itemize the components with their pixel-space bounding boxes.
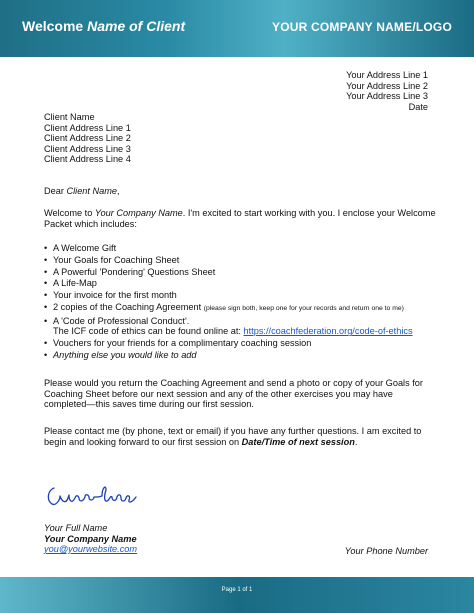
packet-list (44, 243, 436, 362)
handwritten-signature (44, 474, 144, 510)
sender-full-name: Your Full Name (44, 523, 108, 533)
list-item-text: Vouchers for your friends for a complimentary coaching session (53, 338, 312, 349)
list-item (44, 243, 436, 254)
sender-company: Your Company Name (44, 533, 137, 544)
return-paragraph: Please would you return the Coaching Agreement and send a photo or copy of your Goals for Coaching Sheet before our next session and any of the other exercises you may have completed—this saves time during our first session. (44, 378, 423, 409)
salutation-prefix: Dear (44, 186, 64, 196)
list-item-text: A 'Code of Professional Conduct'. (53, 315, 190, 326)
list-item (44, 338, 436, 349)
letter-date: Date (408, 101, 428, 112)
bullet-icon: • (44, 315, 48, 326)
contact-text-end: . (354, 436, 358, 447)
sender-address (248, 70, 428, 112)
page-number: Page 1 of 1 (221, 587, 253, 593)
intro-text-1: Welcome to (44, 208, 93, 218)
address-line-3: Your Address Line 3 (346, 91, 428, 101)
bullet-icon: • (44, 290, 48, 301)
list-item (44, 302, 436, 315)
client-address (44, 112, 131, 165)
sender-email (44, 544, 137, 555)
list-item-text: Your Goals for Coaching Sheet (53, 254, 180, 265)
footer-banner (0, 577, 474, 613)
list-item-text: A Powerful 'Pondering' Questions Sheet (53, 266, 216, 277)
ethics-note (44, 326, 436, 337)
address-line-1: Your Address Line 1 (346, 70, 428, 80)
welcome-prefix: Welcome (22, 18, 84, 34)
list-item-text: 2 copies of the Coaching Agreement (53, 301, 202, 312)
ethics-link[interactable]: https://coachfederation.org/code-of-ethics (243, 326, 413, 337)
list-item-text: Anything else you would like to add (53, 349, 197, 360)
bullet-icon: • (44, 278, 48, 289)
bullet-icon: • (44, 243, 48, 253)
list-item-text: A Life-Map (53, 278, 97, 289)
intro-text-2: . I'm excited to start working with you. I enclose your Welcome Packet which includes: (44, 208, 436, 229)
list-item (44, 316, 436, 327)
intro-company: Your Company Name (94, 208, 183, 218)
bullet-icon: • (44, 266, 48, 277)
list-item (44, 267, 436, 278)
client-name-title: Name of Client (87, 18, 186, 34)
list-item (44, 255, 436, 266)
salutation-suffix: , (117, 186, 120, 196)
next-session-date: Date/Time of next session (241, 436, 355, 447)
welcome-title (22, 18, 185, 34)
company-logo-text: YOUR COMPANY NAME/LOGO (272, 20, 452, 34)
client-address-line-3: Client Address Line 3 (44, 143, 131, 154)
agreement-note: (please sign both, keep one for your records and return one to me) (203, 304, 404, 312)
list-item-text: Your invoice for the first month (53, 290, 177, 301)
list-item (44, 290, 436, 301)
client-address-line-4: Client Address Line 4 (44, 154, 131, 164)
client-name: Client Name (44, 112, 95, 122)
intro-paragraph (44, 208, 436, 229)
list-item-text: A Welcome Gift (53, 243, 117, 253)
bullet-icon: • (44, 338, 48, 349)
ethics-text: The ICF code of ethics can be found online at: (53, 326, 241, 337)
client-address-line-2: Client Address Line 2 (44, 133, 131, 143)
address-line-2: Your Address Line 2 (346, 80, 428, 91)
bullet-icon: • (44, 254, 48, 265)
sender-phone: Your Phone Number (344, 546, 428, 556)
email-link[interactable]: you@yourwebsite.com (44, 544, 138, 554)
client-address-line-1: Client Address Line 1 (44, 122, 131, 133)
salutation (44, 186, 120, 197)
contact-paragraph (44, 426, 436, 447)
salutation-name: Client Name (66, 186, 118, 196)
header-banner (0, 0, 474, 57)
list-item (44, 350, 436, 361)
bullet-icon: • (44, 301, 48, 312)
list-item (44, 278, 436, 289)
contact-text: Please contact me (by phone, text or email) if you have any further questions. I am excited to begin and looking forward to our first session on (44, 426, 422, 447)
signature-block (44, 523, 137, 555)
bullet-icon: • (44, 349, 48, 360)
